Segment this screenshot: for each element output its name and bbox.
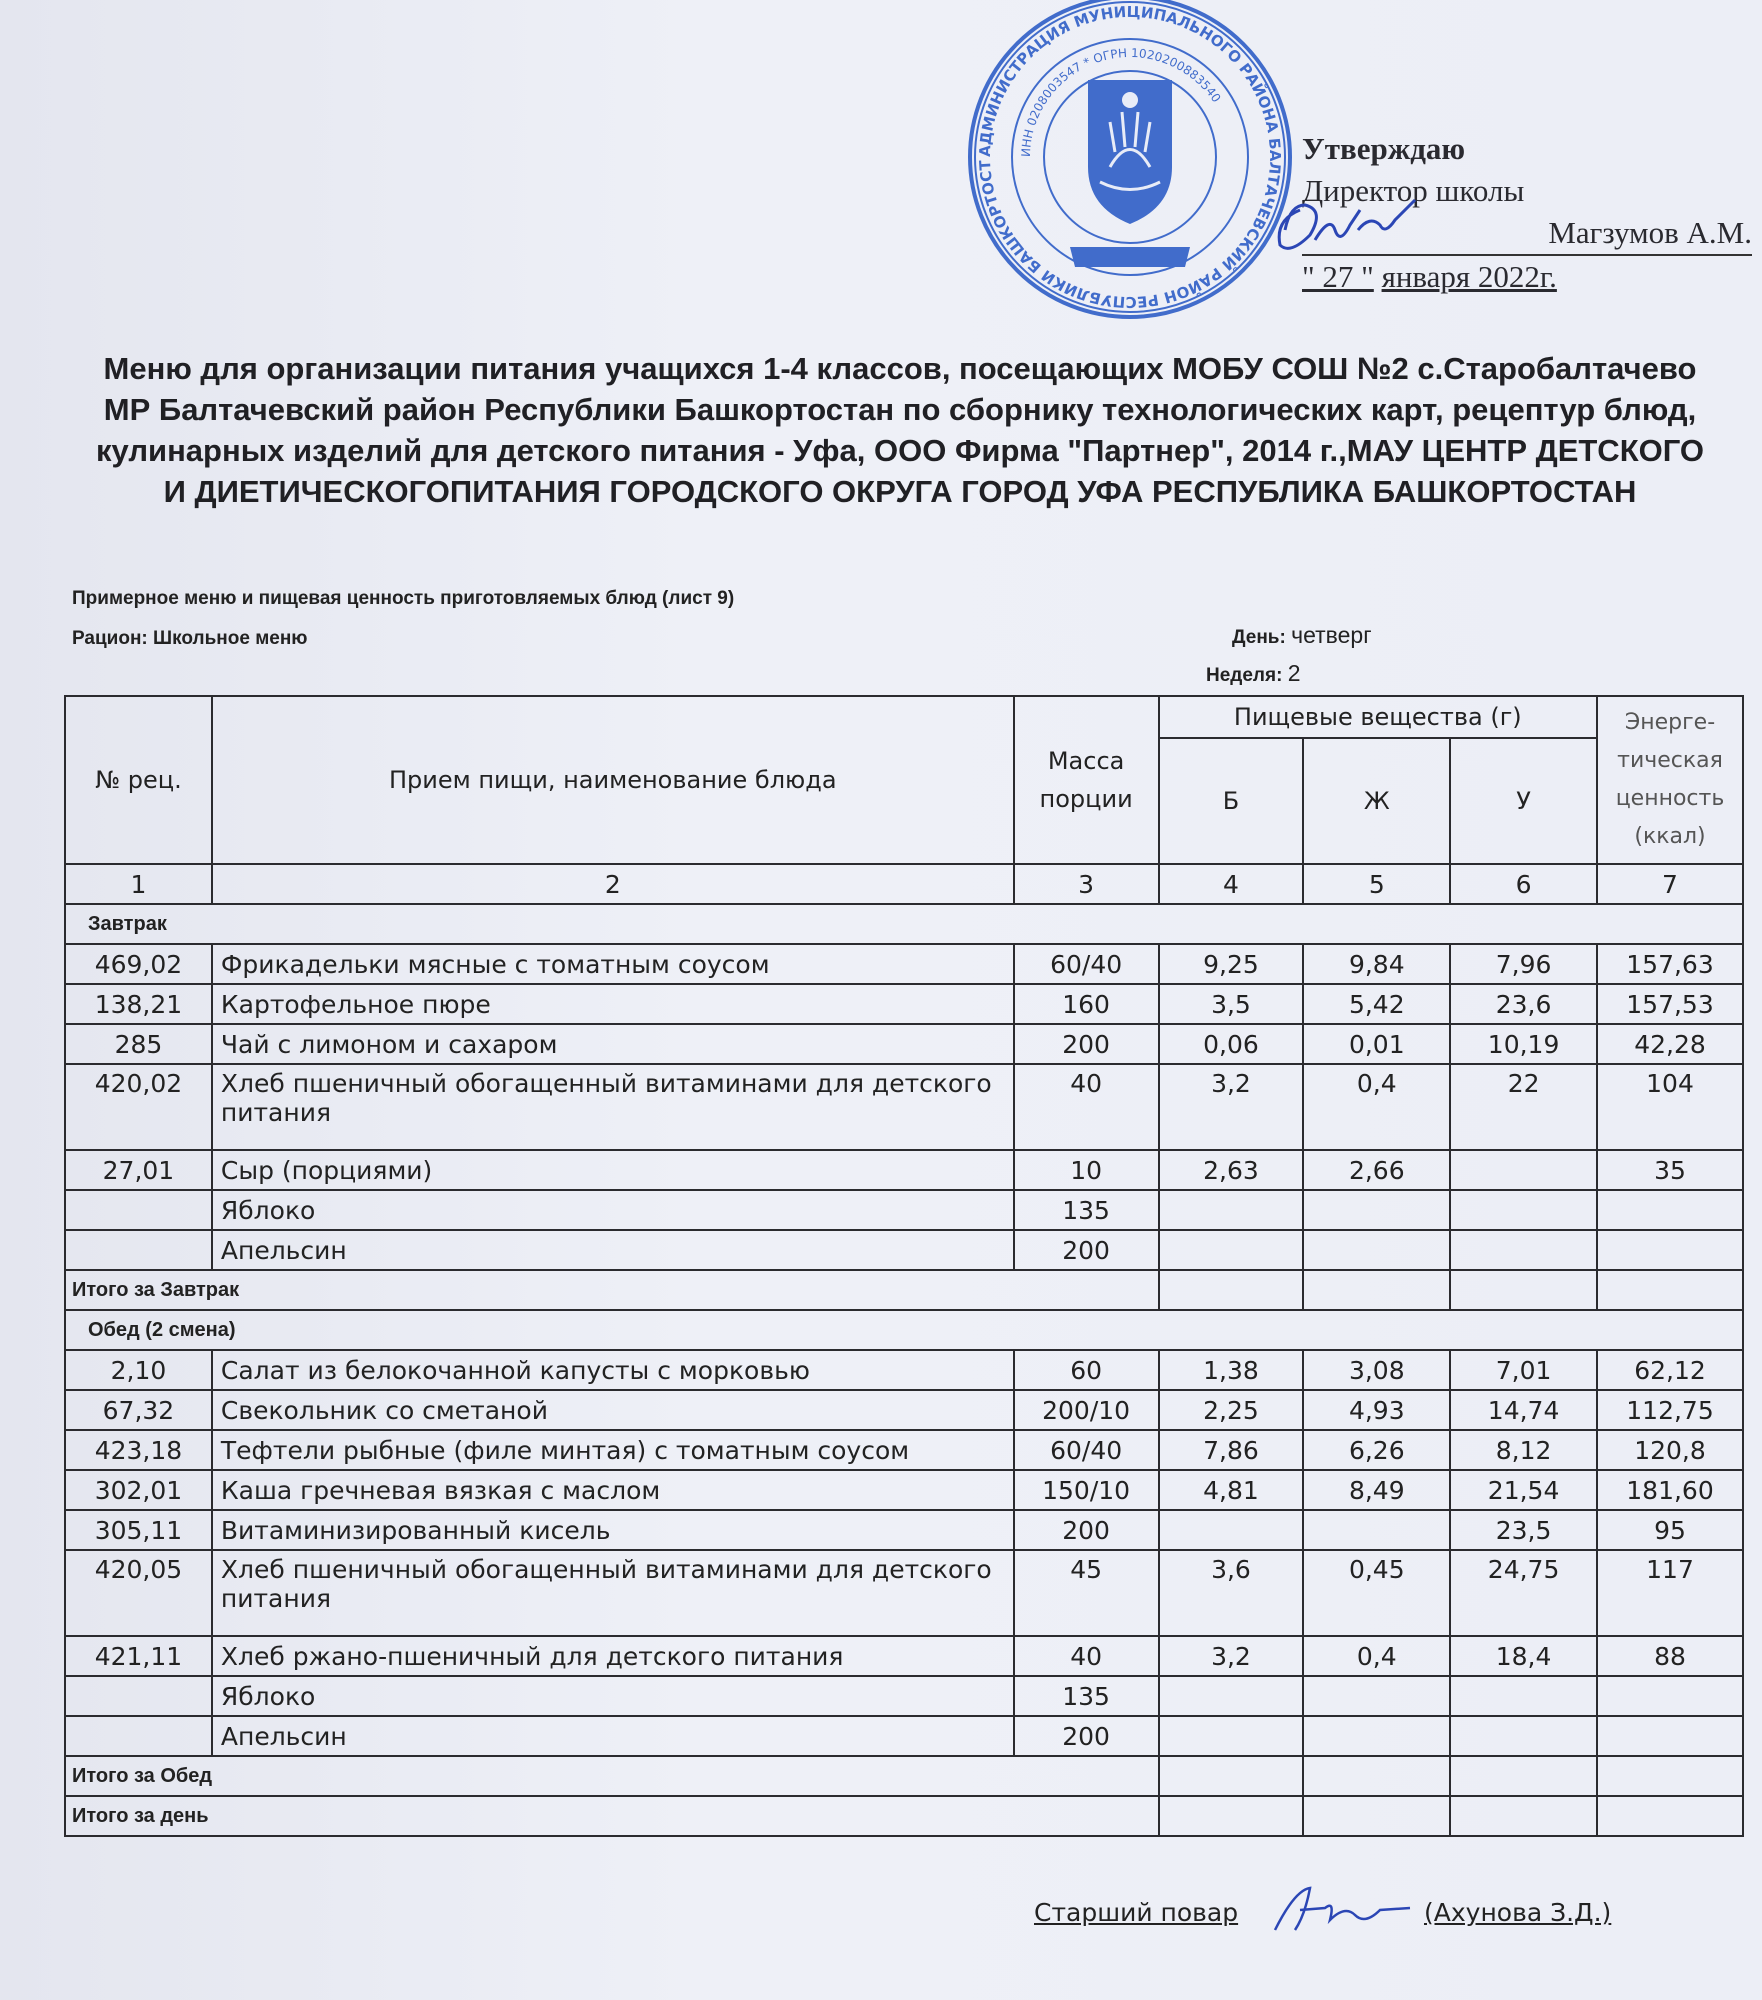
dish-name-cell: Апельсин: [212, 1716, 1014, 1756]
table-row: [65, 1636, 1743, 1676]
week-label: Неделя:: [1206, 665, 1283, 686]
fat-cell: 9,84: [1303, 944, 1450, 984]
day-value: четверг: [1291, 622, 1372, 648]
fat-cell: [1303, 1230, 1450, 1270]
carbs-cell: 21,54: [1450, 1470, 1597, 1510]
table-row: [65, 1676, 1743, 1716]
protein-cell: 2,63: [1159, 1150, 1304, 1190]
protein-cell: 2,25: [1159, 1390, 1304, 1430]
column-number: 5: [1303, 864, 1450, 904]
table-row: [65, 1024, 1743, 1064]
portion-mass-cell: 200: [1014, 1024, 1159, 1064]
header-protein: Б: [1159, 738, 1304, 864]
energy-cell: [1597, 1716, 1743, 1756]
portion-mass-cell: 135: [1014, 1676, 1159, 1716]
fat-cell: [1303, 1716, 1450, 1756]
recipe-number-cell: [65, 1676, 212, 1716]
section-total-label: Итого за Обед: [65, 1756, 1159, 1796]
table-row: [65, 1150, 1743, 1190]
dish-name-cell: Салат из белокочанной капусты с морковью: [212, 1350, 1014, 1390]
portion-mass-cell: 160: [1014, 984, 1159, 1024]
section-total-row: [65, 1270, 1743, 1310]
recipe-number-cell: 138,21: [65, 984, 212, 1024]
dish-name-cell: Хлеб ржано-пшеничный для детского питания: [212, 1636, 1014, 1676]
table-row: [65, 1470, 1743, 1510]
header-energy: Энерге-тическая ценность (ккал): [1597, 696, 1743, 864]
recipe-number-cell: 420,02: [65, 1064, 212, 1150]
total-value-cell: [1303, 1756, 1450, 1796]
dish-name-cell: Каша гречневая вязкая с маслом: [212, 1470, 1014, 1510]
dish-name-cell: Свекольник со сметаной: [212, 1390, 1014, 1430]
column-number: 3: [1014, 864, 1159, 904]
director-name: Магзумов А.М.: [1302, 212, 1752, 256]
total-value-cell: [1450, 1270, 1597, 1310]
total-value-cell: [1597, 1796, 1743, 1836]
table-row: [65, 1390, 1743, 1430]
day-total-label: Итого за день: [65, 1796, 1159, 1836]
fat-cell: 5,42: [1303, 984, 1450, 1024]
energy-cell: 112,75: [1597, 1390, 1743, 1430]
table-row: [65, 1510, 1743, 1550]
table-row: [65, 1064, 1743, 1150]
fat-cell: 0,45: [1303, 1550, 1450, 1636]
recipe-number-cell: 423,18: [65, 1430, 212, 1470]
protein-cell: 7,86: [1159, 1430, 1304, 1470]
carbs-cell: [1450, 1230, 1597, 1270]
header-portion-mass: Масса порции: [1014, 696, 1159, 864]
dish-name-cell: Чай с лимоном и сахаром: [212, 1024, 1014, 1064]
protein-cell: 4,81: [1159, 1470, 1304, 1510]
section-title: Завтрак: [65, 904, 1743, 944]
fat-cell: 0,4: [1303, 1636, 1450, 1676]
cook-signature: [1265, 1880, 1415, 1940]
portion-mass-cell: 135: [1014, 1190, 1159, 1230]
protein-cell: 3,2: [1159, 1636, 1304, 1676]
portion-mass-cell: 60/40: [1014, 1430, 1159, 1470]
section-title: Обед (2 смена): [65, 1310, 1743, 1350]
fat-cell: 3,08: [1303, 1350, 1450, 1390]
portion-mass-cell: 40: [1014, 1064, 1159, 1150]
fat-cell: 0,01: [1303, 1024, 1450, 1064]
energy-cell: 181,60: [1597, 1470, 1743, 1510]
recipe-number-cell: 285: [65, 1024, 212, 1064]
approval-day: " 27 ": [1302, 259, 1374, 294]
column-number: 6: [1450, 864, 1597, 904]
table-row: [65, 1190, 1743, 1230]
total-value-cell: [1597, 1270, 1743, 1310]
portion-mass-cell: 200: [1014, 1510, 1159, 1550]
fat-cell: 8,49: [1303, 1470, 1450, 1510]
protein-cell: [1159, 1676, 1304, 1716]
header-fat: Ж: [1303, 738, 1450, 864]
week-value: 2: [1287, 660, 1301, 686]
column-number: 2: [212, 864, 1014, 904]
portion-mass-cell: 60: [1014, 1350, 1159, 1390]
carbs-cell: [1450, 1190, 1597, 1230]
total-value-cell: [1303, 1796, 1450, 1836]
energy-cell: [1597, 1230, 1743, 1270]
total-value-cell: [1597, 1756, 1743, 1796]
stamp-outer-text: АДМИНИСТРАЦИЯ МУНИЦИПАЛЬНОГО РАЙОНА БАЛТАЧЕВСКИЙ РАЙОН РЕСПУБЛИКИ БАШКОРТОСТ: [975, 2, 1285, 312]
protein-cell: [1159, 1510, 1304, 1550]
section-total-row: [65, 1756, 1743, 1796]
table-row: [65, 1350, 1743, 1390]
header-dish-name: Прием пищи, наименование блюда: [212, 696, 1014, 864]
header-recipe-number: № рец.: [65, 696, 212, 864]
page-title: Меню для организации питания учащихся 1-4 классов, посещающих МОБУ СОШ №2 с.Старобалтачево МР Балтачевский район Республики Башкортостан по сборнику технологических карт, рецептур блюд, кулинарных изделий для детского питания - Уфа, ООО Фирма "Партнер", 2014 г.,МАУ ЦЕНТР ДЕТСКОГО И ДИЕТИЧЕСКОГОПИТАНИЯ ГОРОДСКОГО ОКРУГА ГОРОД УФА РЕСПУБЛИКА БАШКОРТОСТАН: [95, 351, 1705, 509]
fat-cell: 4,93: [1303, 1390, 1450, 1430]
total-value-cell: [1450, 1756, 1597, 1796]
energy-cell: 42,28: [1597, 1024, 1743, 1064]
recipe-number-cell: 421,11: [65, 1636, 212, 1676]
portion-mass-cell: 10: [1014, 1150, 1159, 1190]
table-row: [65, 944, 1743, 984]
header-nutrients: Пищевые вещества (г): [1159, 696, 1597, 738]
dish-name-cell: Фрикадельки мясные с томатным соусом: [212, 944, 1014, 984]
energy-cell: 157,53: [1597, 984, 1743, 1024]
portion-mass-cell: 150/10: [1014, 1470, 1159, 1510]
week-field: [1206, 660, 1300, 687]
fat-cell: [1303, 1190, 1450, 1230]
protein-cell: 3,5: [1159, 984, 1304, 1024]
protein-cell: 9,25: [1159, 944, 1304, 984]
recipe-number-cell: 420,05: [65, 1550, 212, 1636]
stamp-inner-text: ИНН 0208003547 * ОГРН 1020200883540: [1018, 45, 1224, 158]
protein-cell: [1159, 1190, 1304, 1230]
dish-name-cell: Хлеб пшеничный обогащенный витаминами для детского питания: [212, 1064, 1014, 1150]
table-row: [65, 984, 1743, 1024]
energy-cell: 120,8: [1597, 1430, 1743, 1470]
dish-name-cell: Яблоко: [212, 1676, 1014, 1716]
carbs-cell: [1450, 1676, 1597, 1716]
recipe-number-cell: [65, 1190, 212, 1230]
approval-position: Директор школы: [1302, 173, 1525, 208]
portion-mass-cell: 40: [1014, 1636, 1159, 1676]
ration-label: Рацион: Школьное меню: [72, 628, 308, 649]
energy-cell: 157,63: [1597, 944, 1743, 984]
protein-cell: [1159, 1230, 1304, 1270]
carbs-cell: 23,5: [1450, 1510, 1597, 1550]
carbs-cell: [1450, 1150, 1597, 1190]
portion-mass-cell: 60/40: [1014, 944, 1159, 984]
carbs-cell: 7,01: [1450, 1350, 1597, 1390]
carbs-cell: 18,4: [1450, 1636, 1597, 1676]
menu-subtitle: Примерное меню и пищевая ценность приготовляемых блюд (лист 9): [72, 588, 735, 609]
recipe-number-cell: 302,01: [65, 1470, 212, 1510]
recipe-number-cell: [65, 1716, 212, 1756]
protein-cell: [1159, 1716, 1304, 1756]
section-total-label: Итого за Завтрак: [65, 1270, 1159, 1310]
portion-mass-cell: 200: [1014, 1716, 1159, 1756]
fat-cell: 2,66: [1303, 1150, 1450, 1190]
day-label: День:: [1232, 627, 1286, 648]
protein-cell: 0,06: [1159, 1024, 1304, 1064]
total-value-cell: [1450, 1796, 1597, 1836]
column-number: 4: [1159, 864, 1304, 904]
recipe-number-cell: 469,02: [65, 944, 212, 984]
column-number: 7: [1597, 864, 1743, 904]
table-row: [65, 1430, 1743, 1470]
portion-mass-cell: 200: [1014, 1230, 1159, 1270]
carbs-cell: 23,6: [1450, 984, 1597, 1024]
energy-cell: 117: [1597, 1550, 1743, 1636]
fat-cell: 6,26: [1303, 1430, 1450, 1470]
recipe-number-cell: 2,10: [65, 1350, 212, 1390]
recipe-number-cell: 27,01: [65, 1150, 212, 1190]
fat-cell: [1303, 1510, 1450, 1550]
section-header-row: [65, 1310, 1743, 1350]
energy-cell: 62,12: [1597, 1350, 1743, 1390]
menu-table: [64, 695, 1744, 1837]
table-row: [65, 1230, 1743, 1270]
protein-cell: 3,2: [1159, 1064, 1304, 1150]
header-carbs: У: [1450, 738, 1597, 864]
total-value-cell: [1159, 1796, 1304, 1836]
carbs-cell: [1450, 1716, 1597, 1756]
carbs-cell: 24,75: [1450, 1550, 1597, 1636]
dish-name-cell: Картофельное пюре: [212, 984, 1014, 1024]
energy-cell: 104: [1597, 1064, 1743, 1150]
table-row: [65, 1550, 1743, 1636]
total-value-cell: [1159, 1270, 1304, 1310]
carbs-cell: 8,12: [1450, 1430, 1597, 1470]
energy-cell: 95: [1597, 1510, 1743, 1550]
energy-cell: [1597, 1190, 1743, 1230]
fat-cell: [1303, 1676, 1450, 1716]
school-stamp-seal: [960, 0, 1300, 322]
day-total-row: [65, 1796, 1743, 1836]
recipe-number-cell: 67,32: [65, 1390, 212, 1430]
portion-mass-cell: 200/10: [1014, 1390, 1159, 1430]
energy-cell: 35: [1597, 1150, 1743, 1190]
table-row: [65, 1716, 1743, 1756]
carbs-cell: 22: [1450, 1064, 1597, 1150]
fat-cell: 0,4: [1303, 1064, 1450, 1150]
recipe-number-cell: 305,11: [65, 1510, 212, 1550]
dish-name-cell: Витаминизированный кисель: [212, 1510, 1014, 1550]
energy-cell: [1597, 1676, 1743, 1716]
dish-name-cell: Хлеб пшеничный обогащенный витаминами для детского питания: [212, 1550, 1014, 1636]
column-number: 1: [65, 864, 212, 904]
total-value-cell: [1303, 1270, 1450, 1310]
cook-name: (Ахунова З.Д.): [1424, 1898, 1612, 1927]
dish-name-cell: Тефтели рыбные (филе минтая) с томатным соусом: [212, 1430, 1014, 1470]
carbs-cell: 7,96: [1450, 944, 1597, 984]
approval-month-year: января 2022г.: [1381, 259, 1557, 294]
approval-heading: Утверждаю: [1302, 131, 1466, 166]
carbs-cell: 10,19: [1450, 1024, 1597, 1064]
energy-cell: 88: [1597, 1636, 1743, 1676]
dish-name-cell: Апельсин: [212, 1230, 1014, 1270]
dish-name-cell: Сыр (порциями): [212, 1150, 1014, 1190]
section-header-row: [65, 904, 1743, 944]
cook-role: Старший повар: [1034, 1898, 1239, 1927]
protein-cell: 1,38: [1159, 1350, 1304, 1390]
recipe-number-cell: [65, 1230, 212, 1270]
carbs-cell: 14,74: [1450, 1390, 1597, 1430]
portion-mass-cell: 45: [1014, 1550, 1159, 1636]
dish-name-cell: Яблоко: [212, 1190, 1014, 1230]
director-signature: [1270, 190, 1420, 260]
day-field: [1232, 622, 1372, 649]
protein-cell: 3,6: [1159, 1550, 1304, 1636]
total-value-cell: [1159, 1756, 1304, 1796]
